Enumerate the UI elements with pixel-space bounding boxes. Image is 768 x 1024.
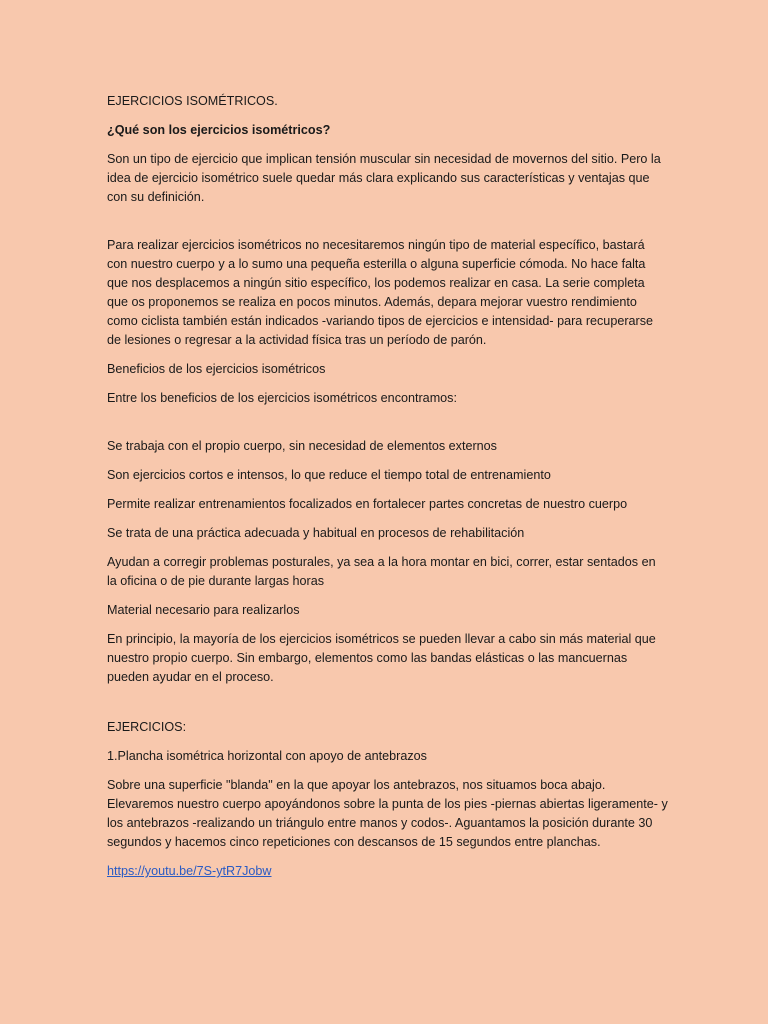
benefit-item-4: Se trata de una práctica adecuada y habitual en procesos de rehabilitación bbox=[107, 526, 525, 540]
benefit-item-1: Se trabaja con el propio cuerpo, sin necesidad de elementos externos bbox=[107, 439, 497, 453]
document-title: EJERCICIOS ISOMÉTRICOS. bbox=[107, 94, 278, 108]
question-heading: ¿Qué son los ejercicios isométricos? bbox=[107, 123, 331, 137]
exercise-1-title: 1.Plancha isométrica horizontal con apoyo de antebrazos bbox=[107, 749, 427, 763]
exercise-1-text: Sobre una superficie "blanda" en la que apoyar los antebrazos, nos situamos boca abajo. Elevaremos nuestro cuerpo apoyándonos sobre la punta de los pies -piernas abiertas ligeramente- y los antebrazos -realizando un triángulo entre manos y codos-. Aguantamos la posición durante 30 segundos y hacemos cinco repeticiones con descansos de 15 segundos entre planchas. bbox=[107, 778, 668, 849]
material-heading: Material necesario para realizarlos bbox=[107, 603, 300, 617]
material-text: En principio, la mayoría de los ejercicios isométricos se pueden llevar a cabo sin más material que nuestro propio cuerpo. Sin embargo, elementos como las bandas elásticas o las mancuernas pueden ayudar en el proceso. bbox=[107, 632, 656, 684]
benefit-item-2: Son ejercicios cortos e intensos, lo que reduce el tiempo total de entrenamiento bbox=[107, 468, 551, 482]
benefit-item-3: Permite realizar entrenamientos focalizados en fortalecer partes concretas de nuestro cuerpo bbox=[107, 497, 628, 511]
material-paragraph: Para realizar ejercicios isométricos no necesitaremos ningún tipo de material específico, bastará con nuestro cuerpo y a lo sumo una pequeña esterilla o alguna superficie cómoda. No hace falta que nos desplacemos a ningún sitio específico, los podemos realizar en casa. La serie completa que os proponemos se realiza en pocos minutos. Además, depara mejorar vuestro rendimiento como ciclista también están indicados -variando tipos de ejercicios e intensidad- para recuperarse de lesiones o regresar a la actividad física tras un período de parón. bbox=[107, 238, 654, 347]
benefits-intro: Entre los beneficios de los ejercicios isométricos encontramos: bbox=[107, 391, 457, 405]
benefits-heading: Beneficios de los ejercicios isométricos bbox=[107, 362, 326, 376]
exercises-heading: EJERCICIOS: bbox=[107, 720, 187, 734]
video-link[interactable]: https://youtu.be/7S-ytR7Jobw bbox=[107, 864, 272, 878]
benefit-item-5: Ayudan a corregir problemas posturales, ya sea a la hora montar en bici, correr, estar sentados en la oficina o de pie durante largas horas bbox=[107, 555, 656, 588]
intro-paragraph: Son un tipo de ejercicio que implican tensión muscular sin necesidad de movernos del sitio. Pero la idea de ejercicio isométrico suele quedar más clara explicando sus características y ventajas que con su definición. bbox=[107, 152, 661, 204]
